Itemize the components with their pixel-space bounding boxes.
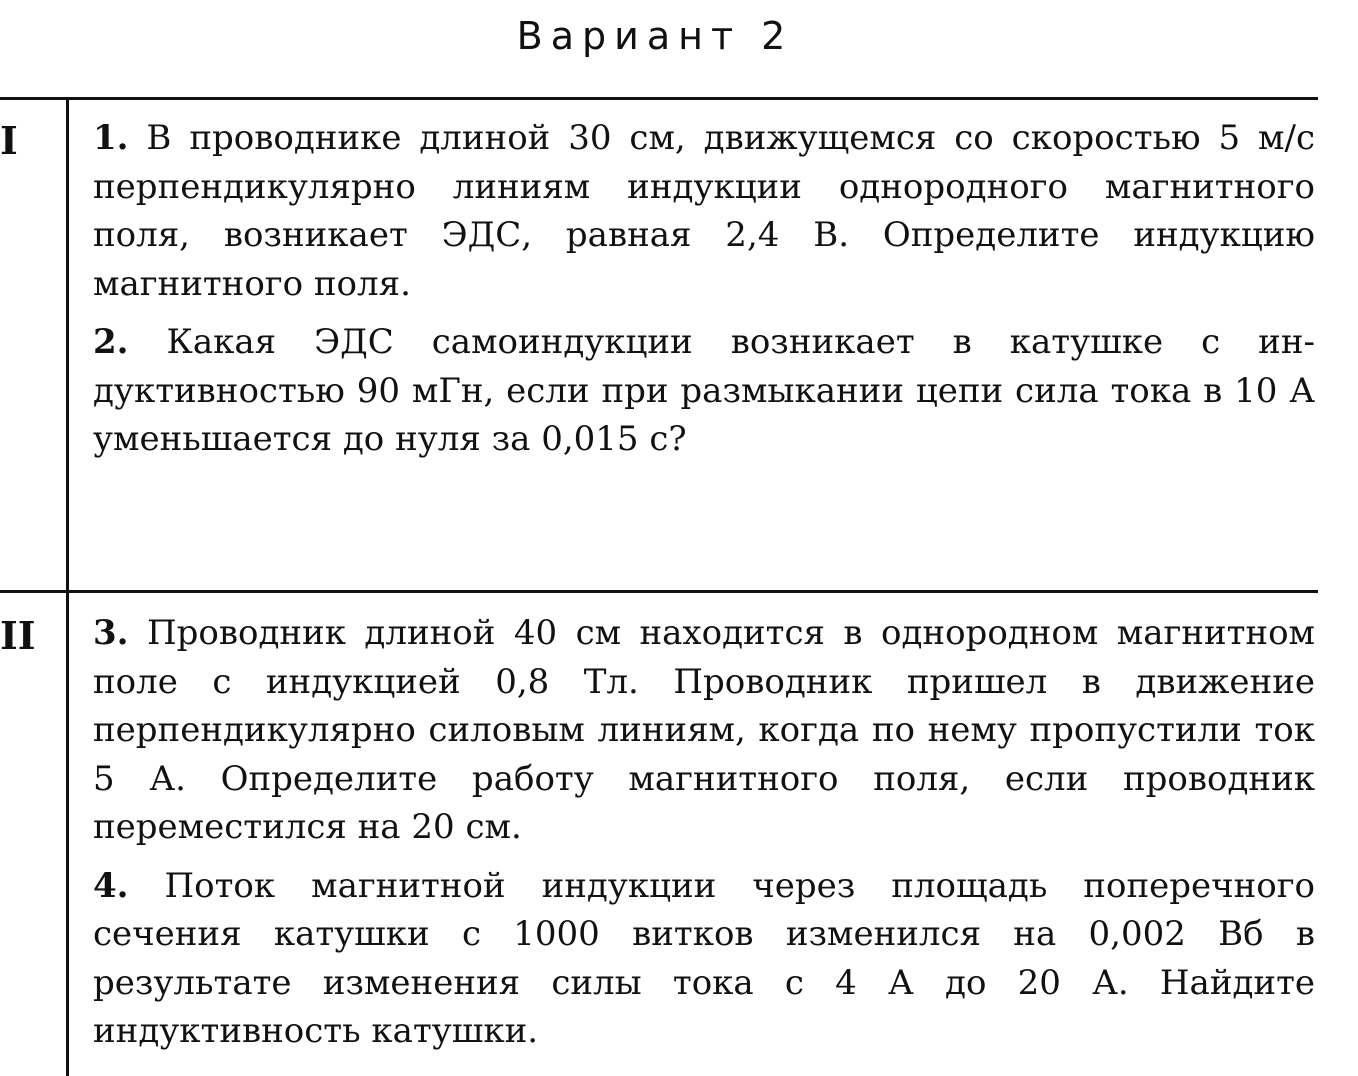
problem-4 — [93, 862, 1315, 1056]
table-top-border — [0, 97, 1318, 100]
problem-text: В проводнике длиной 30 см, движущемся со скоростью 5 м/с перпендикулярно линиям индукции однородного магнитного поля, возникает ЭДС, равная 2,4 В. Определите индукцию магнитного поля. — [93, 118, 1316, 304]
problem-2 — [93, 318, 1315, 464]
problem-text: Какая ЭДС самоиндукции возникает в катушке с индуктивностью 90 мГн, если при размыкании цепи сила тока в 10 А уменьшается до нуля за 0,015 с? — [93, 322, 1315, 459]
label-column-divider — [66, 97, 69, 1076]
problem-number: 1. — [93, 118, 129, 158]
problem-number: 2. — [93, 322, 129, 362]
variant-title: Вариант 2 — [516, 14, 794, 58]
level-1-problems — [93, 114, 1315, 474]
problem-number: 4. — [93, 865, 129, 906]
problem-text: Проводник длиной 40 см находится в однородном магнитном поле с индукцией 0,8 Тл. Проводник пришел в движение перпендикулярно силовым линиям, когда по нему пропустили ток 5 А. Определите работу магнитного поля, если проводник переместился на 20 см. — [93, 613, 1315, 847]
level-label-2: II — [0, 613, 36, 658]
level-label-1: I — [0, 118, 18, 163]
problem-3 — [93, 609, 1315, 852]
level-divider — [0, 590, 1318, 593]
problem-1 — [93, 114, 1315, 308]
problem-number: 3. — [93, 613, 129, 653]
level-2-problems — [93, 609, 1315, 1066]
problem-text: Поток магнитной индукции через площадь поперечного сечения катушки с 1000 витков изменился на 0,002 Вб в результате изменения силы тока с 4 А до 20 А. Найдите индуктивность катушки. — [93, 865, 1316, 1051]
